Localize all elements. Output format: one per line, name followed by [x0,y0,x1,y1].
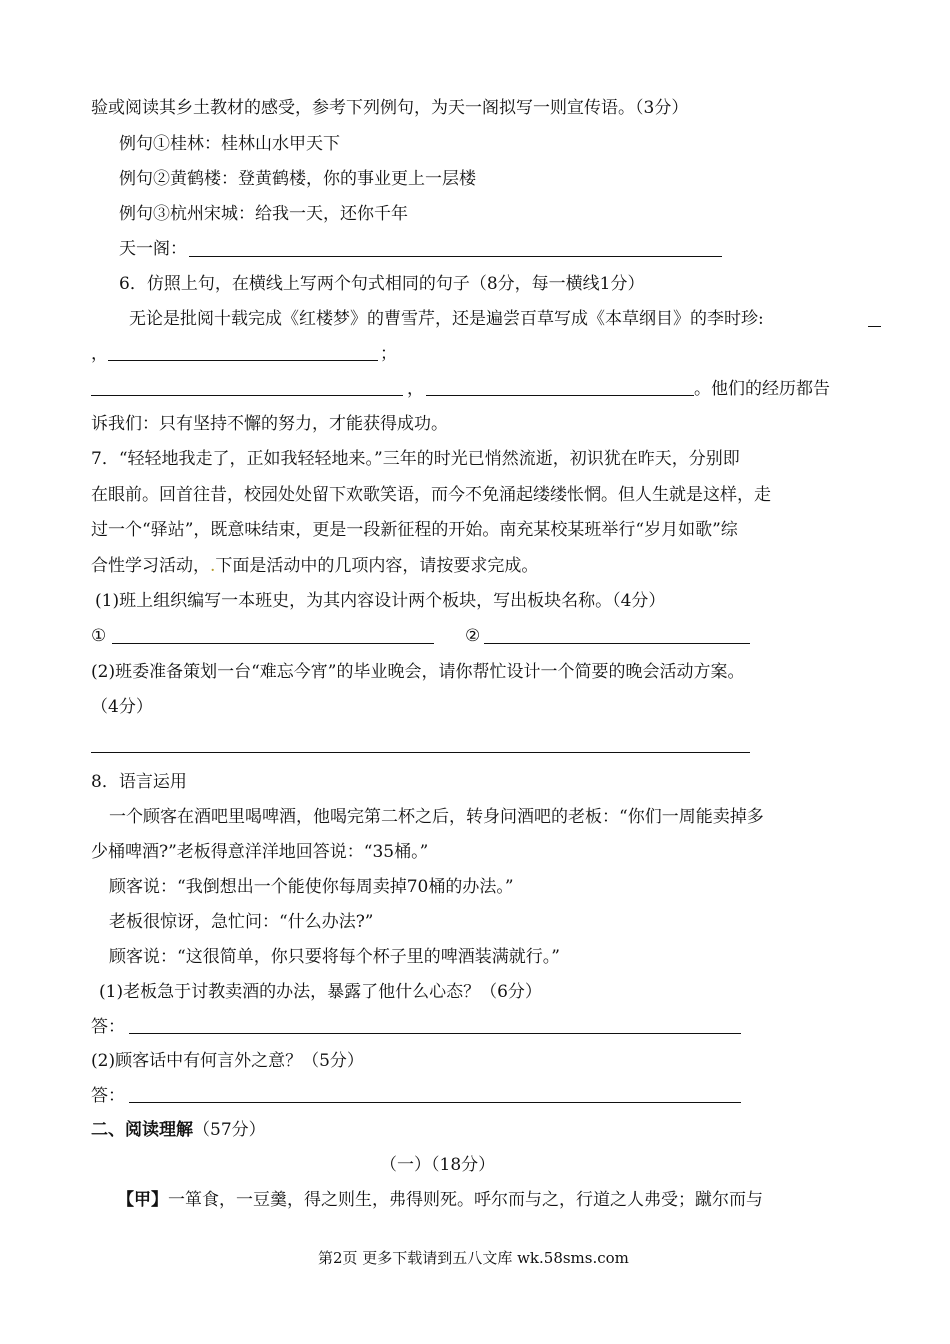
question-7-sub-2-score: （4分） [91,697,153,717]
passage-jia-text: 一箪食，一豆羹，得之则生，弗得则死。呼尔而与之，行道之人弗受；蹴尔而与 [168,1190,763,1210]
passage-jia [117,1189,763,1211]
answer-blank-q8-1[interactable] [129,1033,741,1034]
section-2-title: 二、阅读理解 [91,1120,193,1140]
answer-blank-q6-d[interactable] [426,395,694,396]
answer-blank-q6-b[interactable] [108,360,378,361]
comma: ， [407,379,424,399]
passage-jia-tag: 【甲】 [117,1190,168,1210]
answer-blank-q7-2[interactable] [91,752,750,753]
answer-label-1: 答： [91,1017,125,1037]
section-2-heading [91,1119,266,1141]
answer-blank-q7-1b[interactable] [484,643,750,644]
example-sentence-1: 例句①桂林：桂林山水甲天下 [119,134,340,154]
question-8-line-3: 顾客说：“我倒想出一个能使你每周卖掉70桶的办法。” [109,877,514,897]
example-sentence-3: 例句③杭州宋城：给我一天，还你千年 [119,204,408,224]
part-1-heading: （一）（18分） [380,1155,496,1175]
example-sentence-2: 例句②黄鹤楼：登黄鹤楼，你的事业更上一层楼 [119,169,476,189]
question-6-ending-2: 诉我们：只有坚持不懈的努力，才能获得成功。 [91,414,448,434]
tianyige-label: 天一阁： [119,239,187,259]
question-7-sub-2: (2)班委准备策划一台“难忘今宵”的毕业晚会，请你帮忙设计一个简要的晚会活动方案。 [91,662,745,682]
circle-label-1: ① [91,626,107,646]
question-8-line-4: 老板很惊讶，急忙问：“什么办法?” [109,912,374,932]
question-7-line-4b: 下面是活动中的几项内容，请按要求完成。 [215,556,539,576]
question-7-line-4 [91,555,538,577]
answer-blank-q7-1a[interactable] [112,643,434,644]
answer-blank-q8-2[interactable] [129,1102,741,1103]
question-6-prompt: 6．仿照上句，在横线上写两个句式相同的句子（8分，每一横线1分） [119,274,645,294]
comma: ， [91,344,108,364]
question-8-title: 8．语言运用 [91,772,187,792]
question-7-line-1: 7．“轻轻地我走了，正如我轻轻地来。”三年的时光已悄然流逝，初识犹在昨天，分别即 [91,449,740,469]
question-8-line-2: 少桶啤酒?”老板得意洋洋地回答说：“35桶。” [91,842,429,862]
semicolon: ； [380,344,397,364]
answer-blank-q6-a[interactable] [868,326,881,327]
stray-mark: . [210,556,216,576]
circle-label-2: ② [465,626,481,646]
page-footer: 第2页 更多下载请到五八文库 wk.58sms.com [318,1249,629,1267]
question-8-line-5: 顾客说：“这很简单，你只要将每个杯子里的啤酒装满就行。” [109,947,560,967]
answer-label-2: 答： [91,1086,125,1106]
question-7-line-4a: 合性学习活动， [91,556,210,576]
question-7-line-3: 过一个“驿站”，既意味结束，更是一段新征程的开始。南充某校某班举行“岁月如歌”综 [91,520,738,540]
question-6-ending: 。他们的经历都告 [694,379,830,399]
question-8-sub-2: (2)顾客话中有何言外之意？（5分） [91,1051,364,1071]
question-7-line-2: 在眼前。回首往昔，校园处处留下欢歌笑语，而今不免涌起缕缕怅惘。但人生就是这样，走 [91,485,771,505]
question-6-text: 无论是批阅十载完成《红楼梦》的曹雪芹，还是遍尝百草写成《本草纲目》的李时珍: [129,309,764,329]
text-line: 验或阅读其乡土教材的感受，参考下列例句，为天一阁拟写一则宣传语。（3分） [91,98,689,118]
answer-blank-tianyige[interactable] [189,256,722,257]
section-2-score: （57分） [193,1120,266,1140]
question-8-line-1: 一个顾客在酒吧里喝啤酒，他喝完第二杯之后，转身问酒吧的老板：“你们一周能卖掉多 [109,807,764,827]
answer-blank-q6-c[interactable] [91,395,403,396]
question-8-sub-1: (1)老板急于讨教卖酒的办法，暴露了他什么心态？（6分） [99,982,542,1002]
question-7-sub-1: (1)班上组织编写一本班史，为其内容设计两个板块，写出板块名称。（4分） [95,591,666,611]
